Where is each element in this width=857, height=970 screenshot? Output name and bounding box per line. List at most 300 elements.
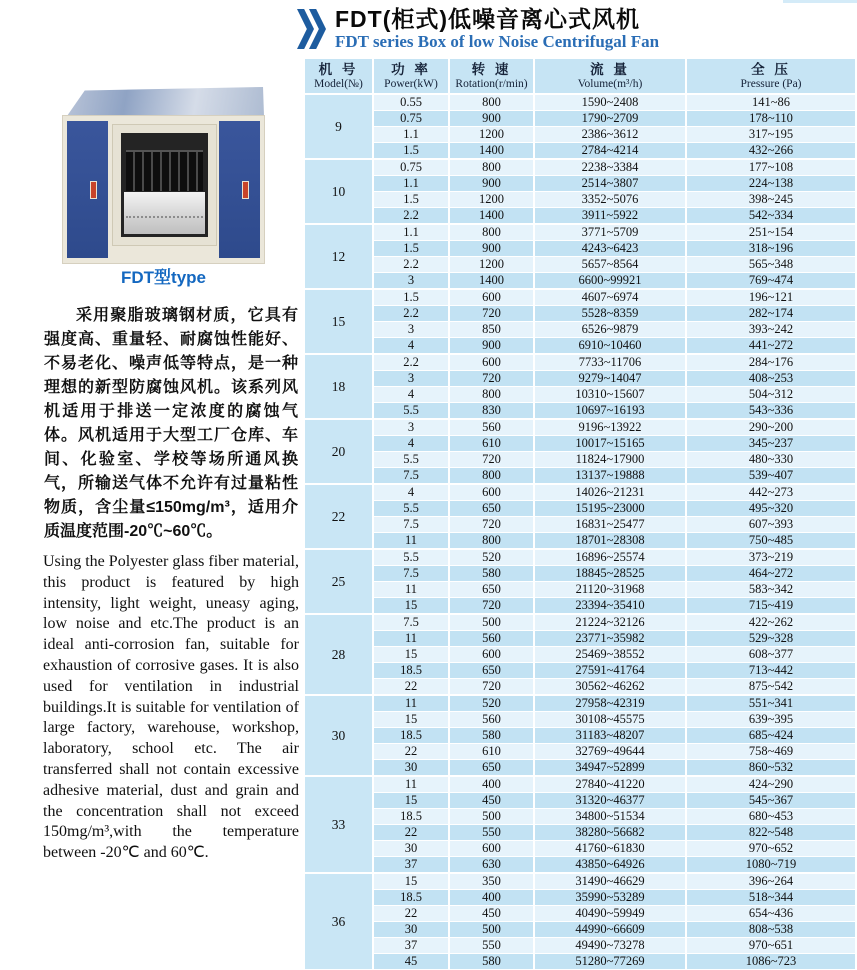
spec-cell: 750~485: [686, 533, 856, 550]
spec-cell: 4: [373, 338, 449, 355]
spec-cell: 18.5: [373, 890, 449, 906]
model-group-22: [304, 484, 856, 549]
spec-cell: 11: [373, 582, 449, 598]
table-row: [304, 143, 856, 160]
spec-cell: 808~538: [686, 922, 856, 938]
column-header-1: [373, 58, 449, 94]
model-group-30: [304, 695, 856, 776]
spec-cell: 0.75: [373, 111, 449, 127]
table-row: [304, 809, 856, 825]
spec-cell: 3: [373, 273, 449, 290]
spec-cell: 583~342: [686, 582, 856, 598]
spec-cell: 31490~46629: [534, 873, 686, 890]
spec-cell: 800: [449, 468, 534, 485]
spec-cell: 800: [449, 533, 534, 550]
spec-cell: 1.1: [373, 127, 449, 143]
spec-cell: 1.1: [373, 224, 449, 241]
spec-cell: 680~453: [686, 809, 856, 825]
spec-cell: 600: [449, 647, 534, 663]
table-row: [304, 192, 856, 208]
spec-cell: 4: [373, 436, 449, 452]
spec-cell: 5.5: [373, 403, 449, 420]
spec-cell: 580: [449, 566, 534, 582]
table-row: [304, 744, 856, 760]
spec-cell: 408~253: [686, 371, 856, 387]
header-row: [304, 58, 856, 94]
spec-cell: 22: [373, 825, 449, 841]
spec-cell: 900: [449, 338, 534, 355]
spec-cell: 22: [373, 906, 449, 922]
spec-cell: 1.5: [373, 143, 449, 160]
table-row: [304, 419, 856, 436]
model-group-36: [304, 873, 856, 970]
column-header-en: Volume(m³/h): [577, 77, 643, 90]
spec-cell: 3911~5922: [534, 208, 686, 225]
spec-cell: 44990~66609: [534, 922, 686, 938]
spec-cell: 2784~4214: [534, 143, 686, 160]
spec-cell: 900: [449, 176, 534, 192]
spec-cell: 4: [373, 484, 449, 501]
spec-cell: 630: [449, 857, 534, 874]
spec-cell: 1400: [449, 208, 534, 225]
table-row: [304, 159, 856, 176]
spec-cell: 600: [449, 484, 534, 501]
spec-cell: 0.75: [373, 159, 449, 176]
spec-cell: 27840~41220: [534, 776, 686, 793]
spec-cell: 900: [449, 111, 534, 127]
spec-cell: 345~237: [686, 436, 856, 452]
page-title-cn: FDT(柜式)低噪音离心式风机: [335, 6, 641, 32]
fan-box-front-face: [62, 115, 265, 264]
double-chevron-right-icon: [297, 9, 327, 49]
spec-cell: 520: [449, 549, 534, 566]
spec-cell: 400: [449, 776, 534, 793]
spec-cell: 7733~11706: [534, 354, 686, 371]
spec-cell: 565~348: [686, 257, 856, 273]
spec-cell: 560: [449, 631, 534, 647]
spec-cell: 38280~56682: [534, 825, 686, 841]
spec-cell: 442~273: [686, 484, 856, 501]
spec-cell: 2238~3384: [534, 159, 686, 176]
spec-cell: 543~336: [686, 403, 856, 420]
model-cell: 28: [304, 614, 373, 695]
table-row: [304, 873, 856, 890]
spec-cell: 5528~8359: [534, 306, 686, 322]
spec-cell: 31320~46377: [534, 793, 686, 809]
spec-cell: 13137~19888: [534, 468, 686, 485]
spec-cell: 650: [449, 760, 534, 777]
fan-interior: [121, 133, 208, 237]
spec-cell: 720: [449, 598, 534, 615]
spec-cell: 1.5: [373, 289, 449, 306]
spec-cell: 15: [373, 598, 449, 615]
spec-cell: 27958~42319: [534, 695, 686, 712]
spec-cell: 607~393: [686, 517, 856, 533]
warning-label: [90, 181, 97, 199]
spec-cell: 177~108: [686, 159, 856, 176]
spec-cell: 31183~48207: [534, 728, 686, 744]
table-row: [304, 954, 856, 970]
page-header: [297, 6, 659, 52]
spec-cell: 34947~52899: [534, 760, 686, 777]
spec-cell: 2.2: [373, 257, 449, 273]
table-row: [304, 938, 856, 954]
spec-cell: 875~542: [686, 679, 856, 696]
spec-cell: 25469~38552: [534, 647, 686, 663]
spec-cell: 51280~77269: [534, 954, 686, 970]
title-block: [335, 6, 659, 52]
table-row: [304, 387, 856, 403]
spec-cell: 550: [449, 825, 534, 841]
spec-cell: 3: [373, 371, 449, 387]
spec-cell: 3352~5076: [534, 192, 686, 208]
spec-cell: 610: [449, 436, 534, 452]
spec-cell: 720: [449, 371, 534, 387]
column-header-4: [686, 58, 856, 94]
table-row: [304, 354, 856, 371]
table-row: [304, 452, 856, 468]
spec-cell: 500: [449, 809, 534, 825]
spec-cell: 422~262: [686, 614, 856, 631]
spec-cell: 282~174: [686, 306, 856, 322]
model-group-33: [304, 776, 856, 873]
spec-cell: 141~86: [686, 94, 856, 111]
table-row: [304, 224, 856, 241]
spec-cell: 11: [373, 776, 449, 793]
spec-cell: 3: [373, 419, 449, 436]
model-group-20: [304, 419, 856, 484]
spec-cell: 49490~73278: [534, 938, 686, 954]
model-cell: 22: [304, 484, 373, 549]
spec-cell: 800: [449, 159, 534, 176]
model-group-28: [304, 614, 856, 695]
spec-cell: 32769~49644: [534, 744, 686, 760]
model-group-15: [304, 289, 856, 354]
spec-cell: 608~377: [686, 647, 856, 663]
spec-cell: 41760~61830: [534, 841, 686, 857]
fan-right-panel: [219, 121, 260, 258]
spec-cell: 6910~10460: [534, 338, 686, 355]
model-cell: 20: [304, 419, 373, 484]
table-row: [304, 598, 856, 615]
spec-cell: 7.5: [373, 614, 449, 631]
table-row: [304, 484, 856, 501]
table-row: [304, 549, 856, 566]
spec-cell: 34800~51534: [534, 809, 686, 825]
spec-cell: 400: [449, 890, 534, 906]
column-header-cn: 功 率: [391, 61, 431, 77]
model-cell: 30: [304, 695, 373, 776]
column-header-cn: 流 量: [590, 61, 630, 77]
table-row: [304, 273, 856, 290]
table-row: [304, 793, 856, 809]
spec-cell: 0.55: [373, 94, 449, 111]
spec-cell: 7.5: [373, 517, 449, 533]
table-row: [304, 306, 856, 322]
table-row: [304, 289, 856, 306]
spec-cell: 1400: [449, 273, 534, 290]
spec-cell: 15: [373, 793, 449, 809]
spec-cell: 18.5: [373, 809, 449, 825]
spec-table: [303, 57, 857, 970]
table-row: [304, 501, 856, 517]
spec-cell: 30108~45575: [534, 712, 686, 728]
model-cell: 9: [304, 94, 373, 159]
model-cell: 33: [304, 776, 373, 873]
spec-cell: 23394~35410: [534, 598, 686, 615]
fan-left-panel: [67, 121, 108, 258]
model-group-9: [304, 94, 856, 159]
spec-cell: 1400: [449, 143, 534, 160]
spec-cell: 14026~21231: [534, 484, 686, 501]
spec-cell: 2.2: [373, 354, 449, 371]
table-row: [304, 94, 856, 111]
spec-cell: 15: [373, 873, 449, 890]
spec-cell: 40490~59949: [534, 906, 686, 922]
column-header-3: [534, 58, 686, 94]
spec-cell: 715~419: [686, 598, 856, 615]
column-header-en: Power(kW): [384, 77, 438, 90]
spec-cell: 500: [449, 922, 534, 938]
spec-cell: 16896~25574: [534, 549, 686, 566]
spec-cell: 504~312: [686, 387, 856, 403]
spec-cell: 758~469: [686, 744, 856, 760]
description-english: Using the Polyester glass fiber material, this product is featured by high intensity, light weight, uneasy aging, low noise and etc.The product is an ideal anti-corrosion fan, suitable for exhaustion of corrosive gases. It is also used for ventilation in industrial buildings.It is suitable for ventilation of large factory, warehouse, workshop, laboratory, school etc. The air transferred shall not contain excessive adhesive material, dust and grain and the concentration shall not exceed 150mg/m³,with the temperature between -20℃ and 60℃.: [43, 553, 299, 862]
spec-cell: 3771~5709: [534, 224, 686, 241]
spec-cell: 580: [449, 728, 534, 744]
spec-cell: 9279~14047: [534, 371, 686, 387]
spec-cell: 713~442: [686, 663, 856, 679]
spec-cell: 464~272: [686, 566, 856, 582]
table-row: [304, 208, 856, 225]
spec-cell: 318~196: [686, 241, 856, 257]
spec-cell: 396~264: [686, 873, 856, 890]
table-row: [304, 631, 856, 647]
page-title-en: FDT series Box of low Noise Centrifugal Fan: [335, 32, 660, 51]
spec-cell: 2386~3612: [534, 127, 686, 143]
column-header-cn: 全 压: [751, 61, 791, 77]
table-row: [304, 403, 856, 420]
spec-cell: 560: [449, 712, 534, 728]
spec-cell: 518~344: [686, 890, 856, 906]
warning-label: [242, 181, 249, 199]
spec-cell: 1790~2709: [534, 111, 686, 127]
model-group-10: [304, 159, 856, 224]
table-row: [304, 566, 856, 582]
fan-wheel: [126, 150, 203, 192]
table-row: [304, 906, 856, 922]
spec-cell: 11: [373, 631, 449, 647]
spec-cell: 2.2: [373, 306, 449, 322]
spec-table-head: [304, 58, 856, 94]
spec-cell: 5.5: [373, 549, 449, 566]
table-row: [304, 176, 856, 192]
spec-cell: 21224~32126: [534, 614, 686, 631]
spec-cell: 5.5: [373, 501, 449, 517]
spec-cell: 2514~3807: [534, 176, 686, 192]
table-row: [304, 257, 856, 273]
spec-cell: 520: [449, 695, 534, 712]
spec-cell: 830: [449, 403, 534, 420]
spec-cell: 769~474: [686, 273, 856, 290]
table-row: [304, 857, 856, 874]
table-row: [304, 436, 856, 452]
product-caption: FDT型type: [121, 268, 206, 287]
table-row: [304, 712, 856, 728]
spec-cell: 27591~41764: [534, 663, 686, 679]
table-row: [304, 468, 856, 485]
spec-cell: 1080~719: [686, 857, 856, 874]
spec-cell: 284~176: [686, 354, 856, 371]
spec-cell: 16831~25477: [534, 517, 686, 533]
table-row: [304, 841, 856, 857]
spec-cell: 398~245: [686, 192, 856, 208]
spec-cell: 1590~2408: [534, 94, 686, 111]
spec-cell: 6526~9879: [534, 322, 686, 338]
spec-cell: 685~424: [686, 728, 856, 744]
column-header-0: [304, 58, 373, 94]
spec-cell: 21120~31968: [534, 582, 686, 598]
spec-cell: 450: [449, 906, 534, 922]
spec-cell: 30562~46262: [534, 679, 686, 696]
spec-cell: 580: [449, 954, 534, 970]
model-group-18: [304, 354, 856, 419]
table-row: [304, 728, 856, 744]
spec-cell: 30: [373, 841, 449, 857]
spec-cell: 1200: [449, 192, 534, 208]
spec-cell: 551~341: [686, 695, 856, 712]
spec-cell: 10310~15607: [534, 387, 686, 403]
spec-cell: 290~200: [686, 419, 856, 436]
spec-cell: 5657~8564: [534, 257, 686, 273]
spec-cell: 18701~28308: [534, 533, 686, 550]
spec-cell: 4: [373, 387, 449, 403]
table-row: [304, 679, 856, 696]
model-group-12: [304, 224, 856, 289]
model-cell: 36: [304, 873, 373, 970]
spec-cell: 4607~6974: [534, 289, 686, 306]
spec-cell: 6600~99921: [534, 273, 686, 290]
top-right-decoration: [783, 0, 857, 3]
spec-cell: 850: [449, 322, 534, 338]
spec-cell: 37: [373, 938, 449, 954]
spec-cell: 970~651: [686, 938, 856, 954]
spec-cell: 11: [373, 533, 449, 550]
table-row: [304, 647, 856, 663]
table-row: [304, 322, 856, 338]
product-photo: [62, 87, 265, 264]
spec-cell: 9196~13922: [534, 419, 686, 436]
column-header-cn: 转 速: [471, 61, 512, 77]
table-row: [304, 776, 856, 793]
spec-cell: 600: [449, 354, 534, 371]
spec-cell: 10697~16193: [534, 403, 686, 420]
spec-cell: 224~138: [686, 176, 856, 192]
spec-cell: 317~195: [686, 127, 856, 143]
model-group-25: [304, 549, 856, 614]
spec-cell: 15: [373, 647, 449, 663]
spec-cell: 545~367: [686, 793, 856, 809]
table-row: [304, 890, 856, 906]
spec-cell: 18.5: [373, 728, 449, 744]
spec-cell: 1200: [449, 127, 534, 143]
spec-cell: 600: [449, 289, 534, 306]
table-row: [304, 371, 856, 387]
table-row: [304, 760, 856, 777]
spec-cell: 800: [449, 387, 534, 403]
description-chinese: 采用聚脂玻璃钢材质，它具有强度高、重量轻、耐腐蚀性能好、不易老化、噪声低等特点，是一种理想的新型防腐蚀风机。该系列风机适用于排送一定浓度的腐蚀气体。风机适用于大型工厂仓库、车间、化验室、学校等场所通风换气，所输送气体不允许有过量粘性物质，含尘量≤150mg/m³，适用介质温度范围-20℃~60℃。: [44, 307, 298, 540]
spec-cell: 822~548: [686, 825, 856, 841]
spec-cell: 441~272: [686, 338, 856, 355]
spec-cell: 196~121: [686, 289, 856, 306]
spec-cell: 539~407: [686, 468, 856, 485]
spec-cell: 4243~6423: [534, 241, 686, 257]
spec-cell: 30: [373, 922, 449, 938]
spec-cell: 18845~28525: [534, 566, 686, 582]
column-header-en: Rotation(r/min): [455, 77, 528, 90]
spec-cell: 18.5: [373, 663, 449, 679]
spec-cell: 178~110: [686, 111, 856, 127]
spec-cell: 7.5: [373, 468, 449, 485]
spec-cell: 550: [449, 938, 534, 954]
column-header-en: Pressure (Pa): [740, 77, 802, 90]
spec-cell: 450: [449, 793, 534, 809]
fan-box-top-face: [67, 87, 264, 116]
spec-cell: 43850~64926: [534, 857, 686, 874]
spec-cell: 1200: [449, 257, 534, 273]
table-row: [304, 922, 856, 938]
table-row: [304, 825, 856, 841]
spec-cell: 970~652: [686, 841, 856, 857]
table-row: [304, 582, 856, 598]
spec-cell: 800: [449, 224, 534, 241]
spec-cell: 480~330: [686, 452, 856, 468]
spec-cell: 15: [373, 712, 449, 728]
fan-opening: [112, 124, 217, 246]
spec-cell: 650: [449, 663, 534, 679]
table-row: [304, 695, 856, 712]
spec-cell: 7.5: [373, 566, 449, 582]
spec-cell: 495~320: [686, 501, 856, 517]
spec-cell: 350: [449, 873, 534, 890]
spec-cell: 654~436: [686, 906, 856, 922]
spec-cell: 11: [373, 695, 449, 712]
table-row: [304, 338, 856, 355]
spec-cell: 35990~53289: [534, 890, 686, 906]
column-header-en: Model(№): [314, 77, 363, 90]
spec-cell: 424~290: [686, 776, 856, 793]
column-header-2: [449, 58, 534, 94]
spec-cell: 720: [449, 517, 534, 533]
spec-cell: 1.5: [373, 241, 449, 257]
table-row: [304, 111, 856, 127]
spec-cell: 251~154: [686, 224, 856, 241]
spec-cell: 23771~35982: [534, 631, 686, 647]
spec-cell: 1.5: [373, 192, 449, 208]
spec-cell: 610: [449, 744, 534, 760]
table-row: [304, 241, 856, 257]
table-row: [304, 127, 856, 143]
spec-cell: 600: [449, 841, 534, 857]
spec-cell: 22: [373, 744, 449, 760]
spec-cell: 1.1: [373, 176, 449, 192]
spec-cell: 650: [449, 501, 534, 517]
spec-cell: 2.2: [373, 208, 449, 225]
spec-cell: 5.5: [373, 452, 449, 468]
spec-cell: 37: [373, 857, 449, 874]
chevron-shape: [297, 9, 314, 49]
column-header-cn: 机 号: [318, 61, 359, 77]
